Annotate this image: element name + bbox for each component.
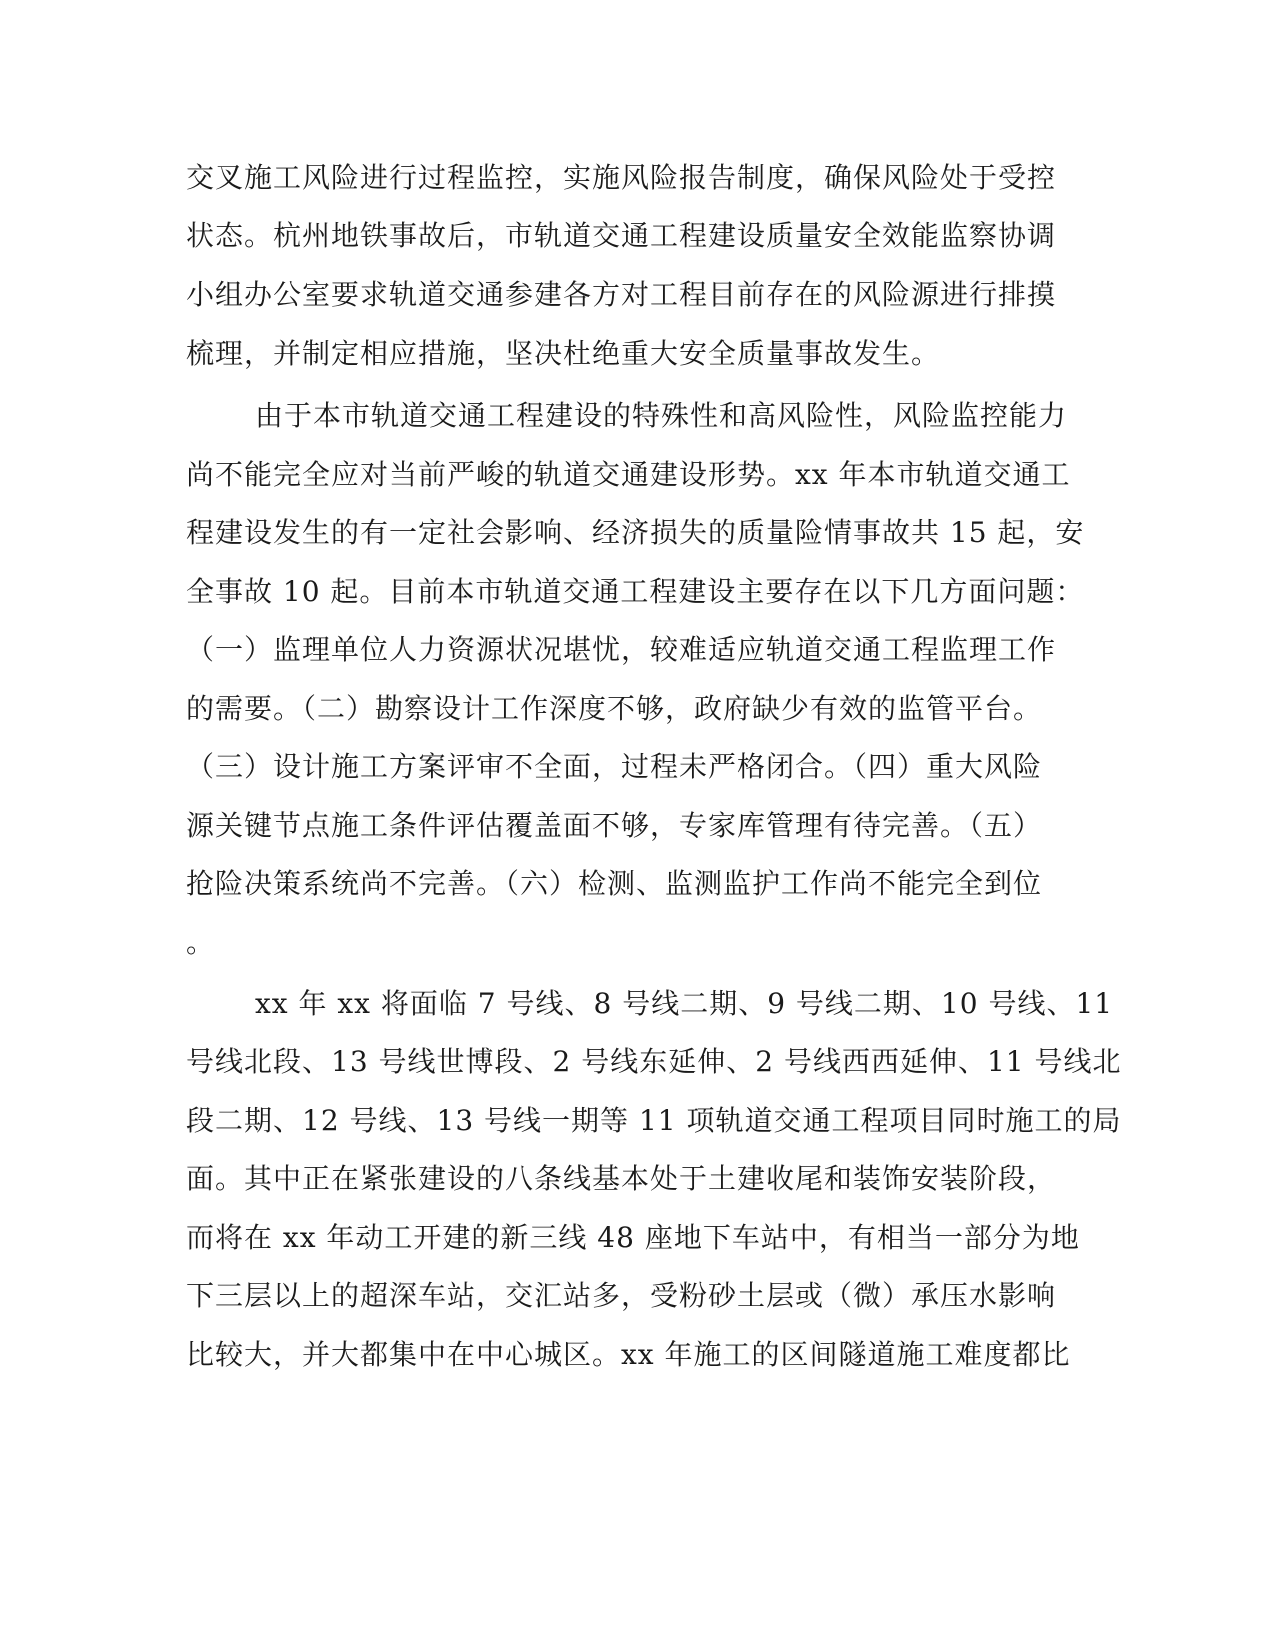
text-line: （一）监理单位人力资源状况堪忧，较难适应轨道交通工程监理工作 bbox=[186, 633, 1057, 666]
text-line: 而将在 xx 年动工开建的新三线 48 座地下车站中，有相当一部分为地 bbox=[186, 1221, 1080, 1254]
text-line: 程建设发生的有一定社会影响、经济损失的质量险情事故共 15 起，安 bbox=[186, 516, 1085, 549]
text-line: 小组办公室要求轨道交通参建各方对工程目前存在的风险源进行排摸 bbox=[186, 278, 1057, 311]
text-line: 梳理，并制定相应措施，坚决杜绝重大安全质量事故发生。 bbox=[186, 337, 941, 370]
text-line: xx 年 xx 将面临 7 号线、8 号线二期、9 号线二期、10 号线、11 bbox=[255, 987, 1114, 1020]
text-line: 下三层以上的超深车站，交汇站多，受粉砂土层或（微）承压水影响 bbox=[186, 1279, 1057, 1312]
text-line: 交叉施工风险进行过程监控，实施风险报告制度，确保风险处于受控 bbox=[186, 161, 1057, 194]
text-line: 比较大，并大都集中在中心城区。xx 年施工的区间隧道施工难度都比 bbox=[186, 1338, 1071, 1371]
text-line: 源关键节点施工条件评估覆盖面不够，专家库管理有待完善。（五） bbox=[186, 809, 1043, 842]
text-line: （三）设计施工方案评审不全面，过程未严格闭合。（四）重大风险 bbox=[186, 750, 1043, 783]
text-line: 段二期、12 号线、13 号线一期等 11 项轨道交通工程项目同时施工的局 bbox=[186, 1104, 1122, 1137]
text-line: 全事故 10 起。目前本市轨道交通工程建设主要存在以下几方面问题： bbox=[186, 575, 1085, 608]
text-line: 的需要。（二）勘察设计工作深度不够，政府缺少有效的监管平台。 bbox=[186, 692, 1043, 725]
text-line: 号线北段、13 号线世博段、2 号线东延伸、2 号线西西延伸、11 号线北 bbox=[186, 1045, 1122, 1078]
text-line: 由于本市轨道交通工程建设的特殊性和高风险性，风险监控能力 bbox=[255, 399, 1068, 432]
text-line: 状态。杭州地铁事故后，市轨道交通工程建设质量安全效能监察协调 bbox=[186, 219, 1057, 252]
text-line: 。 bbox=[186, 926, 216, 959]
text-line: 抢险决策系统尚不完善。（六）检测、监测监护工作尚不能完全到位 bbox=[186, 867, 1043, 900]
text-line: 尚不能完全应对当前严峻的轨道交通建设形势。xx 年本市轨道交通工 bbox=[186, 458, 1071, 491]
text-line: 面。其中正在紧张建设的八条线基本处于土建收尾和装饰安装阶段， bbox=[186, 1162, 1057, 1195]
